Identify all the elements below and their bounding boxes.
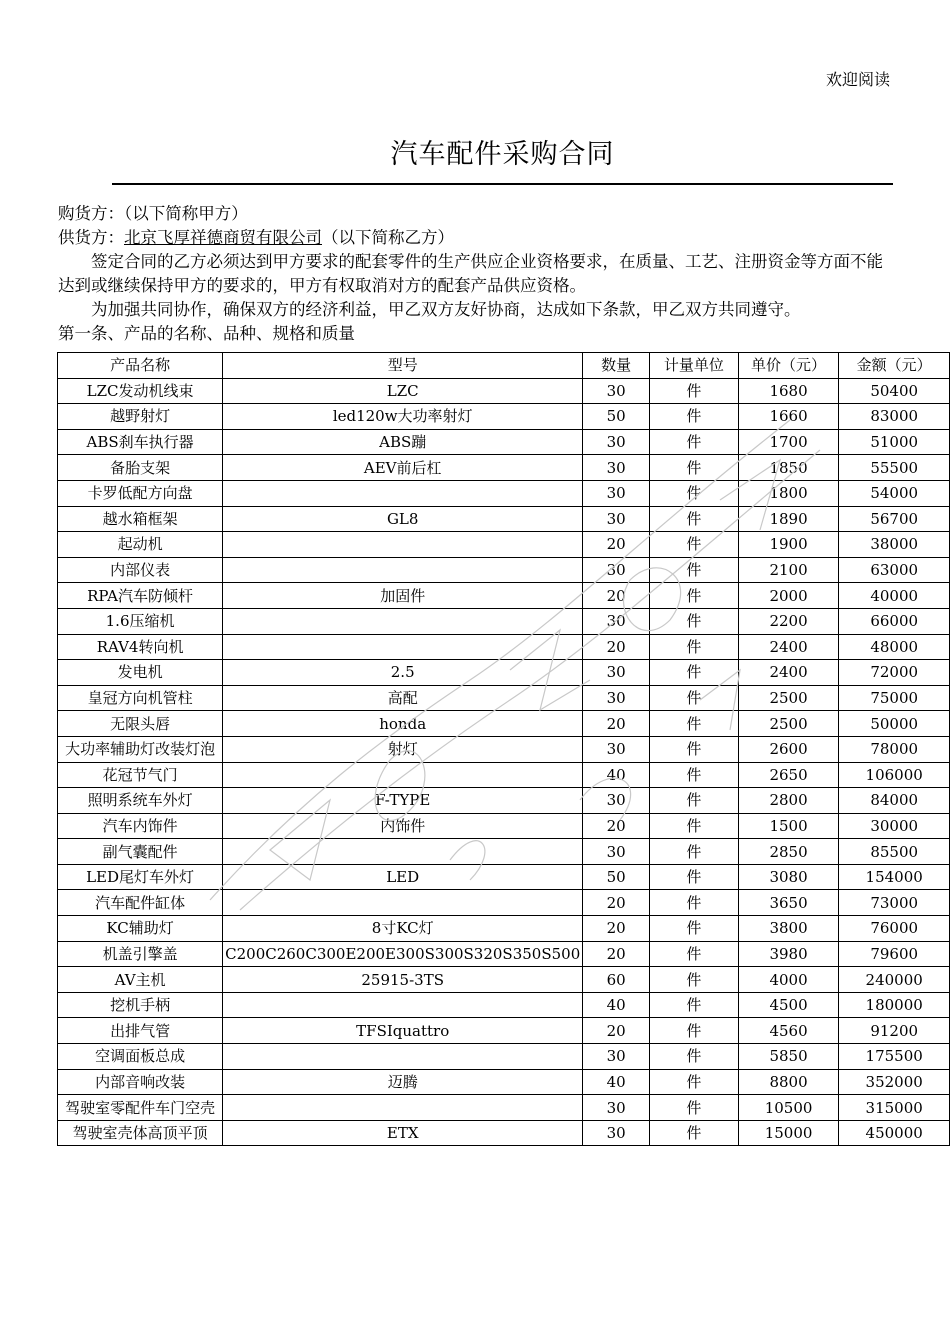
table-row bbox=[58, 864, 950, 890]
cell-amount: 78000 bbox=[839, 736, 950, 762]
supplier-prefix: 供货方： bbox=[58, 228, 124, 247]
cell-product-name: 花冠节气门 bbox=[58, 762, 223, 788]
cell-unit: 件 bbox=[650, 890, 739, 916]
cell-model: led120w大功率射灯 bbox=[223, 404, 583, 430]
cell-unit: 件 bbox=[650, 1044, 739, 1070]
cell-product-name: 出排气管 bbox=[58, 1018, 223, 1044]
cell-unit-price: 3980 bbox=[738, 941, 839, 967]
cell-amount: 315000 bbox=[839, 1095, 950, 1121]
table-row bbox=[58, 890, 950, 916]
cell-product-name: 空调面板总成 bbox=[58, 1044, 223, 1070]
cell-unit: 件 bbox=[650, 583, 739, 609]
welcome-text: 欢迎阅读 bbox=[825, 70, 890, 89]
cell-product-name: 越水箱框架 bbox=[58, 506, 223, 532]
cell-quantity: 20 bbox=[583, 583, 650, 609]
cell-quantity: 40 bbox=[583, 762, 650, 788]
cell-amount: 56700 bbox=[839, 506, 950, 532]
cell-product-name: 备胎支架 bbox=[58, 455, 223, 481]
cell-product-name: 挖机手柄 bbox=[58, 992, 223, 1018]
supplier-name: 北京飞厚祥德商贸有限公司 bbox=[124, 228, 322, 247]
cell-quantity: 20 bbox=[583, 711, 650, 737]
cell-amount: 66000 bbox=[839, 608, 950, 634]
cell-unit: 件 bbox=[650, 634, 739, 660]
cell-quantity: 20 bbox=[583, 1018, 650, 1044]
cell-model: 8寸KC灯 bbox=[223, 916, 583, 942]
cell-model: F-TYPE bbox=[223, 788, 583, 814]
cell-unit-price: 1700 bbox=[738, 429, 839, 455]
cell-unit-price: 2500 bbox=[738, 685, 839, 711]
cell-product-name: 内部仪表 bbox=[58, 557, 223, 583]
cell-unit-price: 1680 bbox=[738, 378, 839, 404]
header-model: 型号 bbox=[223, 353, 583, 379]
cell-unit-price: 2400 bbox=[738, 634, 839, 660]
cell-quantity: 50 bbox=[583, 404, 650, 430]
header-quantity: 数量 bbox=[583, 353, 650, 379]
cell-model: ETX bbox=[223, 1120, 583, 1146]
cell-unit-price: 10500 bbox=[738, 1095, 839, 1121]
cell-amount: 106000 bbox=[839, 762, 950, 788]
cell-quantity: 30 bbox=[583, 788, 650, 814]
cell-unit-price: 3080 bbox=[738, 864, 839, 890]
cell-model: LED bbox=[223, 864, 583, 890]
cell-unit-price: 2800 bbox=[738, 788, 839, 814]
cell-quantity: 30 bbox=[583, 685, 650, 711]
cell-unit: 件 bbox=[650, 813, 739, 839]
cell-quantity: 30 bbox=[583, 736, 650, 762]
contract-body bbox=[58, 202, 894, 346]
cell-product-name: 1.6压缩机 bbox=[58, 608, 223, 634]
cell-product-name: LED尾灯车外灯 bbox=[58, 864, 223, 890]
cell-unit-price: 4560 bbox=[738, 1018, 839, 1044]
cell-unit: 件 bbox=[650, 506, 739, 532]
table-row bbox=[58, 992, 950, 1018]
cell-model bbox=[223, 1095, 583, 1121]
table-header-row bbox=[58, 353, 950, 379]
cell-unit-price: 2600 bbox=[738, 736, 839, 762]
table-row bbox=[58, 583, 950, 609]
cell-model bbox=[223, 992, 583, 1018]
header-amount: 金额（元） bbox=[839, 353, 950, 379]
table-row bbox=[58, 711, 950, 737]
cell-amount: 48000 bbox=[839, 634, 950, 660]
table-row bbox=[58, 813, 950, 839]
cell-quantity: 60 bbox=[583, 967, 650, 993]
cell-quantity: 30 bbox=[583, 480, 650, 506]
cell-quantity: 20 bbox=[583, 813, 650, 839]
cell-unit: 件 bbox=[650, 378, 739, 404]
cell-amount: 50400 bbox=[839, 378, 950, 404]
supplier-suffix: （以下简称乙方） bbox=[322, 228, 454, 247]
cell-amount: 76000 bbox=[839, 916, 950, 942]
cell-model: 射灯 bbox=[223, 736, 583, 762]
contract-title: 汽车配件采购合同 bbox=[390, 139, 615, 170]
paragraph-qualification: 签定合同的乙方必须达到甲方要求的配套零件的生产供应企业资格要求，在质量、工艺、注册资金等方面不能达到或继续保持甲方的要求的，甲方有权取消对方的配套产品供应资格。 bbox=[58, 252, 883, 295]
cell-unit-price: 5850 bbox=[738, 1044, 839, 1070]
table-row bbox=[58, 429, 950, 455]
cell-unit: 件 bbox=[650, 660, 739, 686]
table-row bbox=[58, 404, 950, 430]
cell-product-name: 驾驶室壳体高顶平顶 bbox=[58, 1120, 223, 1146]
cell-amount: 73000 bbox=[839, 890, 950, 916]
cell-unit: 件 bbox=[650, 1018, 739, 1044]
cell-amount: 72000 bbox=[839, 660, 950, 686]
cell-model bbox=[223, 762, 583, 788]
cell-unit: 件 bbox=[650, 762, 739, 788]
cell-product-name: 皇冠方向机管柱 bbox=[58, 685, 223, 711]
table-row bbox=[58, 608, 950, 634]
cell-unit-price: 1660 bbox=[738, 404, 839, 430]
cell-amount: 50000 bbox=[839, 711, 950, 737]
cell-quantity: 20 bbox=[583, 941, 650, 967]
cell-amount: 85500 bbox=[839, 839, 950, 865]
cell-quantity: 30 bbox=[583, 660, 650, 686]
cell-product-name: 内部音响改装 bbox=[58, 1069, 223, 1095]
cell-unit: 件 bbox=[650, 1095, 739, 1121]
cell-model: 内饰件 bbox=[223, 813, 583, 839]
cell-amount: 55500 bbox=[839, 455, 950, 481]
cell-unit: 件 bbox=[650, 608, 739, 634]
cell-amount: 91200 bbox=[839, 1018, 950, 1044]
table-row bbox=[58, 736, 950, 762]
cell-product-name: 大功率辅助灯改装灯泡 bbox=[58, 736, 223, 762]
cell-unit: 件 bbox=[650, 404, 739, 430]
table-row bbox=[58, 480, 950, 506]
cell-model: LZC bbox=[223, 378, 583, 404]
cell-unit-price: 2500 bbox=[738, 711, 839, 737]
header-unit-price: 单价（元） bbox=[738, 353, 839, 379]
table-row bbox=[58, 967, 950, 993]
cell-unit: 件 bbox=[650, 992, 739, 1018]
cell-product-name: LZC发动机线束 bbox=[58, 378, 223, 404]
cell-unit-price: 2850 bbox=[738, 839, 839, 865]
cell-product-name: 无限头唇 bbox=[58, 711, 223, 737]
cell-quantity: 20 bbox=[583, 532, 650, 558]
cell-unit-price: 2000 bbox=[738, 583, 839, 609]
table-row bbox=[58, 839, 950, 865]
cell-unit-price: 4000 bbox=[738, 967, 839, 993]
table-row bbox=[58, 378, 950, 404]
cell-unit-price: 1900 bbox=[738, 532, 839, 558]
cell-unit-price: 4500 bbox=[738, 992, 839, 1018]
table-row bbox=[58, 1095, 950, 1121]
cell-product-name: ABS刹车执行器 bbox=[58, 429, 223, 455]
cell-unit: 件 bbox=[650, 967, 739, 993]
cell-model bbox=[223, 608, 583, 634]
table-row bbox=[58, 1018, 950, 1044]
cell-quantity: 40 bbox=[583, 1069, 650, 1095]
cell-unit: 件 bbox=[650, 839, 739, 865]
table-row bbox=[58, 916, 950, 942]
table-row bbox=[58, 685, 950, 711]
cell-unit: 件 bbox=[650, 864, 739, 890]
buyer-line: 购货方：（以下简称甲方） bbox=[58, 204, 248, 223]
cell-amount: 84000 bbox=[839, 788, 950, 814]
cell-amount: 63000 bbox=[839, 557, 950, 583]
cell-model bbox=[223, 839, 583, 865]
table-row bbox=[58, 660, 950, 686]
section-heading-1: 第一条、产品的名称、品种、规格和质量 bbox=[58, 324, 355, 343]
table-row bbox=[58, 941, 950, 967]
cell-unit: 件 bbox=[650, 429, 739, 455]
cell-quantity: 20 bbox=[583, 634, 650, 660]
cell-amount: 30000 bbox=[839, 813, 950, 839]
table-row bbox=[58, 1069, 950, 1095]
cell-model bbox=[223, 634, 583, 660]
cell-model: 加固件 bbox=[223, 583, 583, 609]
cell-quantity: 30 bbox=[583, 557, 650, 583]
cell-quantity: 30 bbox=[583, 378, 650, 404]
cell-unit: 件 bbox=[650, 455, 739, 481]
cell-unit-price: 3650 bbox=[738, 890, 839, 916]
cell-quantity: 50 bbox=[583, 864, 650, 890]
cell-amount: 38000 bbox=[839, 532, 950, 558]
cell-quantity: 40 bbox=[583, 992, 650, 1018]
cell-unit: 件 bbox=[650, 557, 739, 583]
cell-quantity: 30 bbox=[583, 1095, 650, 1121]
product-table bbox=[57, 352, 950, 1146]
cell-amount: 40000 bbox=[839, 583, 950, 609]
cell-product-name: 卡罗低配方向盘 bbox=[58, 480, 223, 506]
cell-unit-price: 2100 bbox=[738, 557, 839, 583]
cell-product-name: 汽车配件缸体 bbox=[58, 890, 223, 916]
cell-quantity: 30 bbox=[583, 506, 650, 532]
table-row bbox=[58, 506, 950, 532]
cell-unit: 件 bbox=[650, 736, 739, 762]
cell-amount: 450000 bbox=[839, 1120, 950, 1146]
cell-quantity: 30 bbox=[583, 1044, 650, 1070]
cell-product-name: 汽车内饰件 bbox=[58, 813, 223, 839]
cell-unit: 件 bbox=[650, 941, 739, 967]
table-row bbox=[58, 1044, 950, 1070]
table-row bbox=[58, 557, 950, 583]
cell-amount: 54000 bbox=[839, 480, 950, 506]
header-unit: 计量单位 bbox=[650, 353, 739, 379]
cell-amount: 79600 bbox=[839, 941, 950, 967]
cell-product-name: 发电机 bbox=[58, 660, 223, 686]
cell-model bbox=[223, 532, 583, 558]
cell-product-name: 副气囊配件 bbox=[58, 839, 223, 865]
cell-unit: 件 bbox=[650, 685, 739, 711]
cell-model: 高配 bbox=[223, 685, 583, 711]
cell-unit-price: 8800 bbox=[738, 1069, 839, 1095]
cell-quantity: 30 bbox=[583, 839, 650, 865]
cell-model: GL8 bbox=[223, 506, 583, 532]
cell-unit: 件 bbox=[650, 1120, 739, 1146]
cell-unit-price: 2400 bbox=[738, 660, 839, 686]
table-row bbox=[58, 455, 950, 481]
cell-amount: 180000 bbox=[839, 992, 950, 1018]
cell-amount: 51000 bbox=[839, 429, 950, 455]
cell-unit-price: 3800 bbox=[738, 916, 839, 942]
cell-model: 25915-3TS bbox=[223, 967, 583, 993]
cell-unit: 件 bbox=[650, 788, 739, 814]
cell-unit: 件 bbox=[650, 1069, 739, 1095]
cell-product-name: KC辅助灯 bbox=[58, 916, 223, 942]
cell-model: C200C260C300E200E300S300S320S350S500 bbox=[223, 941, 583, 967]
cell-model: 2.5 bbox=[223, 660, 583, 686]
cell-product-name: 越野射灯 bbox=[58, 404, 223, 430]
cell-unit-price: 1500 bbox=[738, 813, 839, 839]
cell-quantity: 30 bbox=[583, 429, 650, 455]
cell-quantity: 30 bbox=[583, 455, 650, 481]
cell-unit-price: 1850 bbox=[738, 455, 839, 481]
cell-model: ABS蹦 bbox=[223, 429, 583, 455]
cell-product-name: 照明系统车外灯 bbox=[58, 788, 223, 814]
cell-amount: 83000 bbox=[839, 404, 950, 430]
cell-model: honda bbox=[223, 711, 583, 737]
cell-amount: 75000 bbox=[839, 685, 950, 711]
cell-amount: 240000 bbox=[839, 967, 950, 993]
table-row bbox=[58, 1120, 950, 1146]
cell-quantity: 30 bbox=[583, 1120, 650, 1146]
cell-product-name: RAV4转向机 bbox=[58, 634, 223, 660]
cell-unit: 件 bbox=[650, 480, 739, 506]
cell-product-name: RPA汽车防倾杆 bbox=[58, 583, 223, 609]
table-body bbox=[58, 378, 950, 1146]
cell-model bbox=[223, 1044, 583, 1070]
supplier-line bbox=[58, 226, 894, 250]
cell-unit-price: 1890 bbox=[738, 506, 839, 532]
table-row bbox=[58, 762, 950, 788]
paragraph-cooperation: 为加强共同协作，确保双方的经济利益，甲乙双方友好协商，达成如下条款，甲乙双方共同遵守。 bbox=[91, 300, 801, 319]
table-row bbox=[58, 788, 950, 814]
cell-model bbox=[223, 890, 583, 916]
cell-unit: 件 bbox=[650, 532, 739, 558]
cell-amount: 154000 bbox=[839, 864, 950, 890]
cell-model bbox=[223, 557, 583, 583]
cell-model: TFSIquattro bbox=[223, 1018, 583, 1044]
cell-amount: 352000 bbox=[839, 1069, 950, 1095]
cell-product-name: 机盖引擎盖 bbox=[58, 941, 223, 967]
title-divider bbox=[112, 183, 893, 185]
cell-unit-price: 1800 bbox=[738, 480, 839, 506]
cell-quantity: 20 bbox=[583, 916, 650, 942]
header-product-name: 产品名称 bbox=[58, 353, 223, 379]
cell-amount: 175500 bbox=[839, 1044, 950, 1070]
cell-model: AEV前后杠 bbox=[223, 455, 583, 481]
cell-unit-price: 15000 bbox=[738, 1120, 839, 1146]
cell-product-name: 起动机 bbox=[58, 532, 223, 558]
cell-product-name: AV主机 bbox=[58, 967, 223, 993]
table-row bbox=[58, 532, 950, 558]
cell-unit-price: 2650 bbox=[738, 762, 839, 788]
cell-quantity: 20 bbox=[583, 890, 650, 916]
cell-model bbox=[223, 480, 583, 506]
cell-unit: 件 bbox=[650, 711, 739, 737]
cell-product-name: 驾驶室零配件车门空壳 bbox=[58, 1095, 223, 1121]
cell-unit-price: 2200 bbox=[738, 608, 839, 634]
cell-model: 迈腾 bbox=[223, 1069, 583, 1095]
cell-unit: 件 bbox=[650, 916, 739, 942]
cell-quantity: 30 bbox=[583, 608, 650, 634]
table-row bbox=[58, 634, 950, 660]
